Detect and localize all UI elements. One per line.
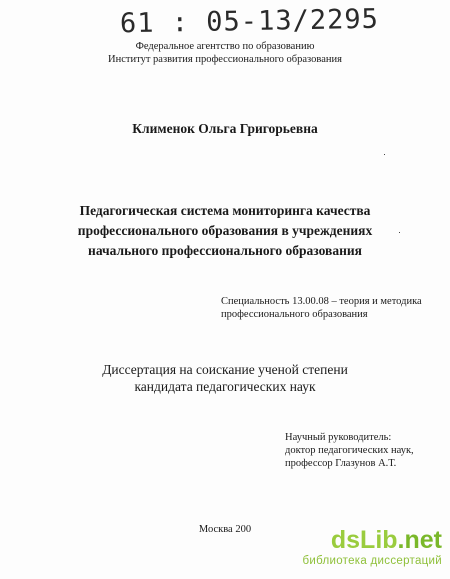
supervisor-name: профессор Глазунов А.Т. <box>285 458 397 469</box>
watermark-logo-domain: .net <box>397 526 442 554</box>
watermark-subtitle: библиотека диссертаций <box>302 555 442 567</box>
dissertation-title <box>0 201 450 261</box>
scan-speck <box>399 232 400 233</box>
degree-line-2: кандидата педагогических наук <box>134 379 316 394</box>
specialty-block <box>221 295 431 321</box>
watermark-logo-main: dsLib <box>330 526 398 554</box>
supervisor-degree: доктор педагогических наук, <box>285 445 414 456</box>
city-year: Москва 200 <box>198 524 252 535</box>
specialty-line-1: Специальность 13.00.08 – теория и методика <box>221 296 422 307</box>
scan-speck <box>384 154 385 155</box>
agency-name: Федеральное агентство по образованию <box>135 41 315 52</box>
degree-statement <box>0 361 450 395</box>
watermark-logo <box>300 527 442 554</box>
agency-header <box>0 40 450 66</box>
specialty-line-2: профессионального образования <box>221 309 368 320</box>
institute-name: Институт развития профессионального образования <box>108 54 342 65</box>
handwritten-catalog-code: 61 : 05-13/2295 <box>119 3 380 40</box>
title-line-3: начального профессионального образования <box>88 243 362 258</box>
title-line-2: профессионального образования в учреждениях <box>77 223 373 238</box>
dslib-watermark[interactable] <box>300 527 442 571</box>
supervisor-label: Научный руководитель: <box>285 432 392 443</box>
degree-line-1: Диссертация на соискание ученой степени <box>102 362 348 377</box>
author-name: Клименок Ольга Григорьевна <box>132 121 318 136</box>
supervisor-block <box>285 431 445 470</box>
title-line-1: Педагогическая система мониторинга качества <box>79 203 371 218</box>
